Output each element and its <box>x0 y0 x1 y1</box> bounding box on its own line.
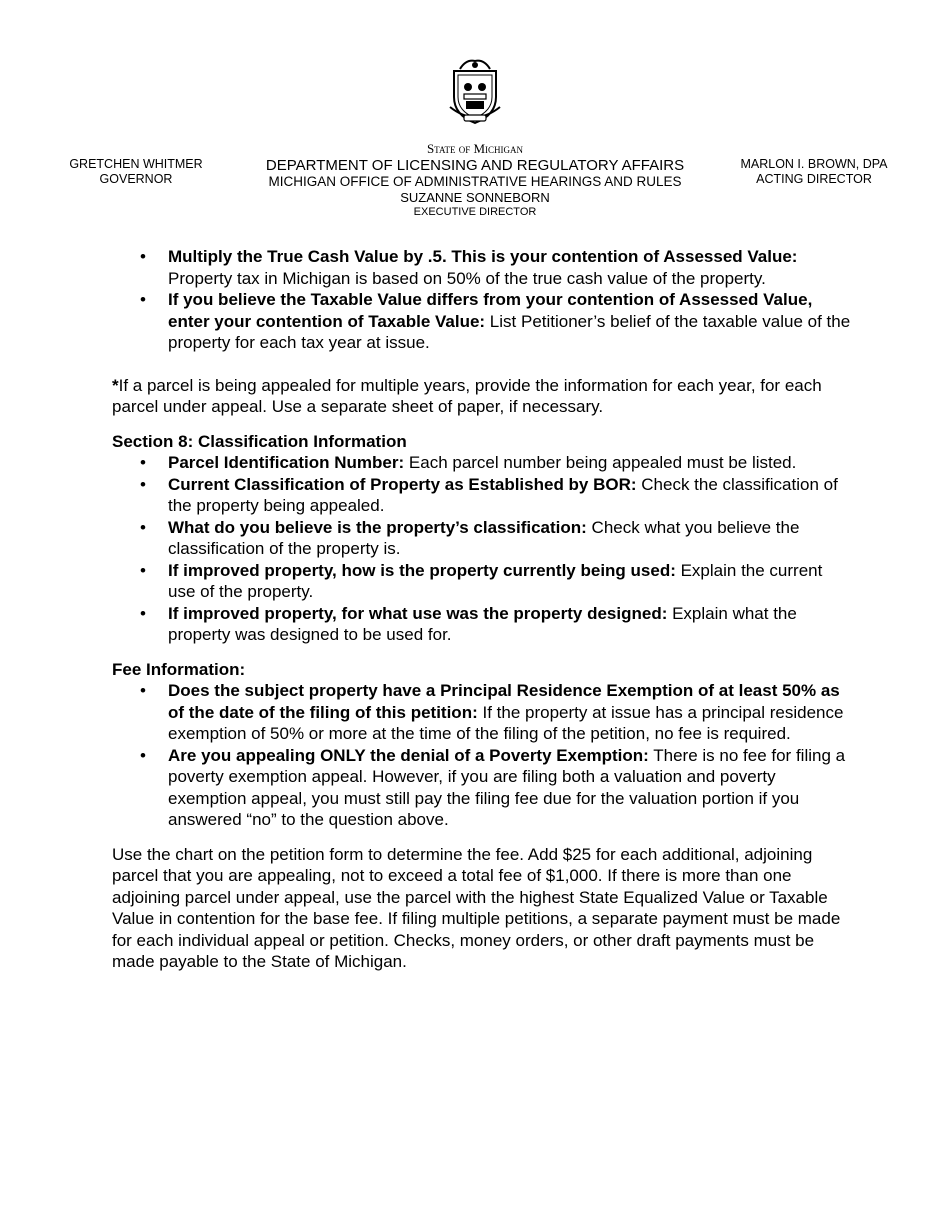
bullet-heading: Are you appealing ONLY the denial of a Poverty Exemption: <box>168 745 649 765</box>
note-text: If a parcel is being appealed for multiple years, provide the information for each year, for each parcel under appeal. Use a separate sheet of paper, if necessary. <box>112 375 822 416</box>
fee-bullet-list <box>112 680 852 831</box>
governor-title: GOVERNOR <box>99 172 173 186</box>
bullet-text: Each parcel number being appealed must be listed. <box>404 453 797 472</box>
bullet-heading: What do you believe is the property’s classification: <box>168 517 587 537</box>
bullet-heading: If improved property, how is the property currently being used: <box>168 560 676 580</box>
bullet-text: List Petitioner’s belief of the taxable value of the property for each tax year at issue. <box>168 311 851 352</box>
bullet-text: Explain the current use of the property. <box>168 560 823 601</box>
section-8-bullet-list <box>112 452 852 646</box>
bullet-text: Check the classification of the property being appealed. <box>168 474 838 515</box>
fee-paragraph: Use the chart on the petition form to determine the fee. Add $25 for each additional, adjoining parcel that you are appealing, not to exceed a total fee of $1,000. If there is more than one adjoining parcel under appeal, use the parcel with the highest State Equalized Value or Taxable Value in contention for the base fee. If filing multiple petitions, a separate payment must be made for each individual appeal or petition. Checks, money orders, or other draft payments must be made payable to the State of Michigan. <box>112 844 841 971</box>
executive-director-title: EXECUTIVE DIRECTOR <box>413 206 537 218</box>
multi-year-note <box>112 375 852 418</box>
director-title: ACTING DIRECTOR <box>756 172 872 186</box>
governor-block <box>56 157 216 187</box>
list-item <box>112 517 852 560</box>
list-item <box>112 246 852 289</box>
note-asterisk: * <box>112 375 119 395</box>
document-body <box>112 246 852 973</box>
letterhead-center <box>225 140 725 219</box>
director-block <box>728 157 900 187</box>
list-item <box>112 452 852 474</box>
section-8-title: Section 8: Classification Information <box>112 431 407 451</box>
bullet-heading: If improved property, for what use was the property designed: <box>168 603 668 623</box>
governor-name: GRETCHEN WHITMER <box>69 157 203 171</box>
list-item <box>112 603 852 646</box>
bullet-heading: If you believe the Taxable Value differs from your contention of Assessed Value, enter your contention of Taxable Value: <box>168 290 813 331</box>
bullet-text: There is no fee for filing a poverty exemption appeal. However, if you are filing both a valuation and poverty exemption appeal, you must still pay the filing fee due for the valuation portion if you answered “no” to the question above. <box>168 745 846 829</box>
office-name: MICHIGAN OFFICE OF ADMINISTRATIVE HEARINGS AND RULES <box>268 174 682 189</box>
list-item <box>112 474 852 517</box>
bullet-heading: Multiply the True Cash Value by .5. This is your contention of Assessed Value: <box>168 247 798 266</box>
state-name: State of Michigan <box>426 141 524 156</box>
list-item <box>112 680 852 745</box>
bullet-heading: Current Classification of Property as Established by BOR: <box>168 474 637 494</box>
list-item <box>112 745 852 831</box>
bullet-text: Check what you believe the classification of the property is. <box>168 517 800 558</box>
department-name: DEPARTMENT OF LICENSING AND REGULATORY AFFAIRS <box>265 157 685 174</box>
bullet-text: If the property at issue has a principal residence exemption of 50% or more at the time of the filing of the petition, no fee is required. <box>168 702 844 743</box>
bullet-text: Explain what the property was designed to be used for. <box>168 603 797 644</box>
intro-bullet-list <box>112 246 852 354</box>
executive-director-name: SUZANNE SONNEBORN <box>400 190 550 205</box>
bullet-heading: Does the subject property have a Principal Residence Exemption of at least 50% as of the date of the filing of this petition: <box>168 681 840 722</box>
list-item <box>112 289 852 354</box>
bullet-text: Property tax in Michigan is based on 50% of the true cash value of the property. <box>168 268 766 288</box>
bullet-heading: Parcel Identification Number: <box>168 453 405 472</box>
director-name: MARLON I. BROWN, DPA <box>740 157 888 171</box>
list-item <box>112 560 852 603</box>
fee-information-title: Fee Information: <box>112 659 246 679</box>
state-seal-icon <box>446 57 504 125</box>
